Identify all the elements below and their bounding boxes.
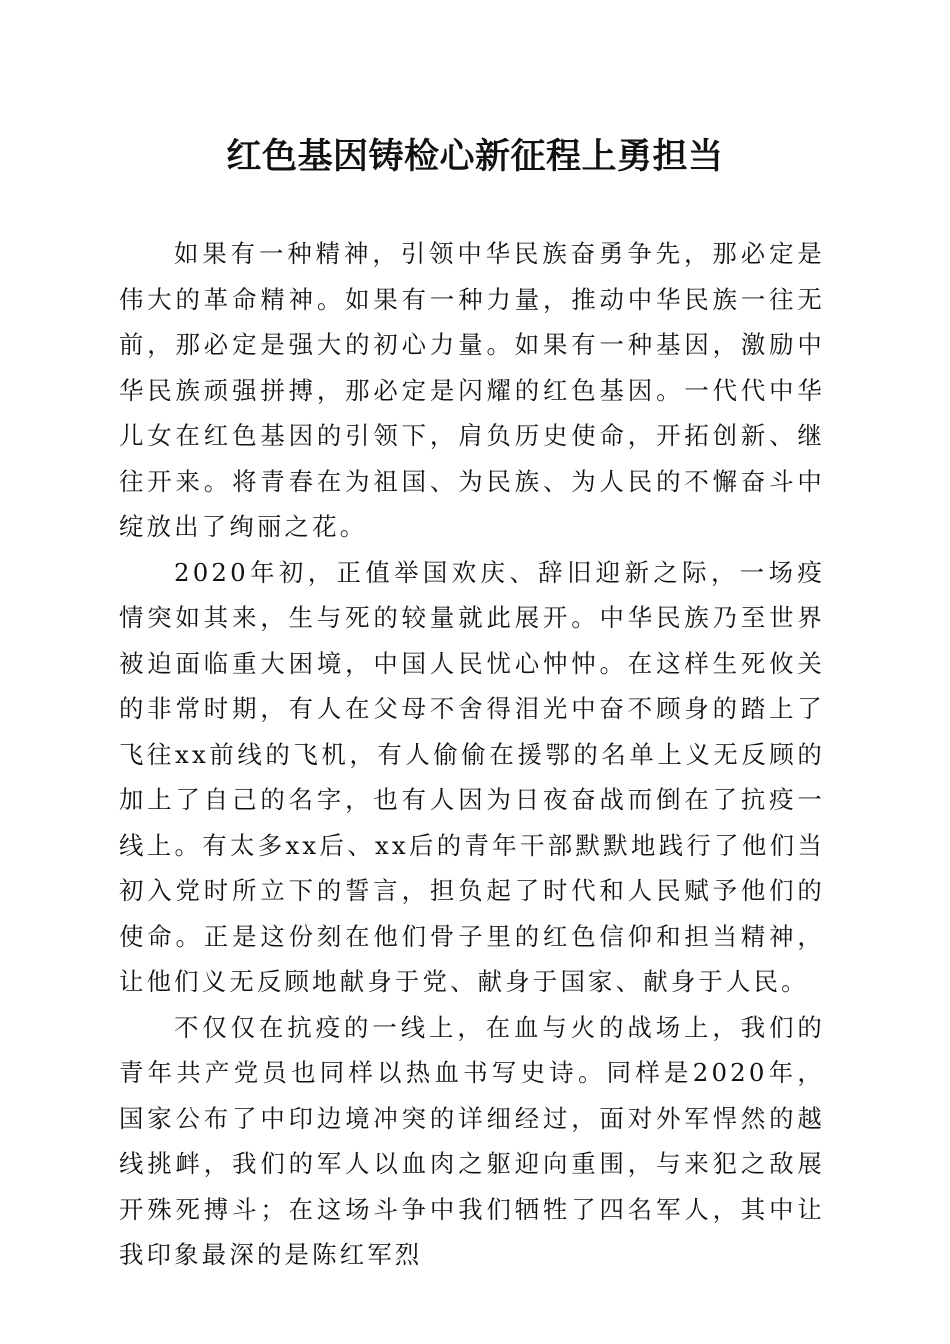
- document-body: [119, 231, 825, 1278]
- page-title: 红色基因铸检心新征程上勇担当: [226, 136, 724, 177]
- paragraph-2: 2020年初，正值举国欢庆、辞旧迎新之际，一场疫情突如其来，生与死的较量就此展开。中华民族乃至世界被迫面临重大困境，中国人民忧心忡忡。在这样生死攸关的非常时期，有人在父母不舍得泪光中奋不顾身的踏上了飞往xx前线的飞机，有人偷偷在援鄂的名单上义无反顾的加上了自己的名字，也有人因为日夜奋战而倒在了抗疫一线上。有太多xx后、xx后的青年干部默默地践行了他们当初入党时所立下的誓言，担负起了时代和人民赋予他们的使命。正是这份刻在他们骨子里的红色信仰和担当精神，让他们义无反顾地献身于党、献身于国家、献身于人民。: [119, 557, 825, 996]
- paragraph-3: 不仅仅在抗疫的一线上，在血与火的战场上，我们的青年共产党员也同样以热血书写史诗。同样是2020年，国家公布了中印边境冲突的详细经过，面对外军悍然的越线挑衅，我们的军人以血肉之躯迎向重围，与来犯之敌展开殊死搏斗；在这场斗争中我们牺牲了四名军人，其中让我印象最深的是陈红军烈: [119, 1012, 825, 1269]
- paragraph-1: 如果有一种精神，引领中华民族奋勇争先，那必定是伟大的革命精神。如果有一种力量，推动中华民族一往无前，那必定是强大的初心力量。如果有一种基因，激励中华民族顽强拼搏，那必定是闪耀的红色基因。一代代中华儿女在红色基因的引领下，肩负历史使命，开拓创新、继往开来。将青春在为祖国、为民族、为人民的不懈奋斗中绽放出了绚丽之花。: [119, 239, 825, 541]
